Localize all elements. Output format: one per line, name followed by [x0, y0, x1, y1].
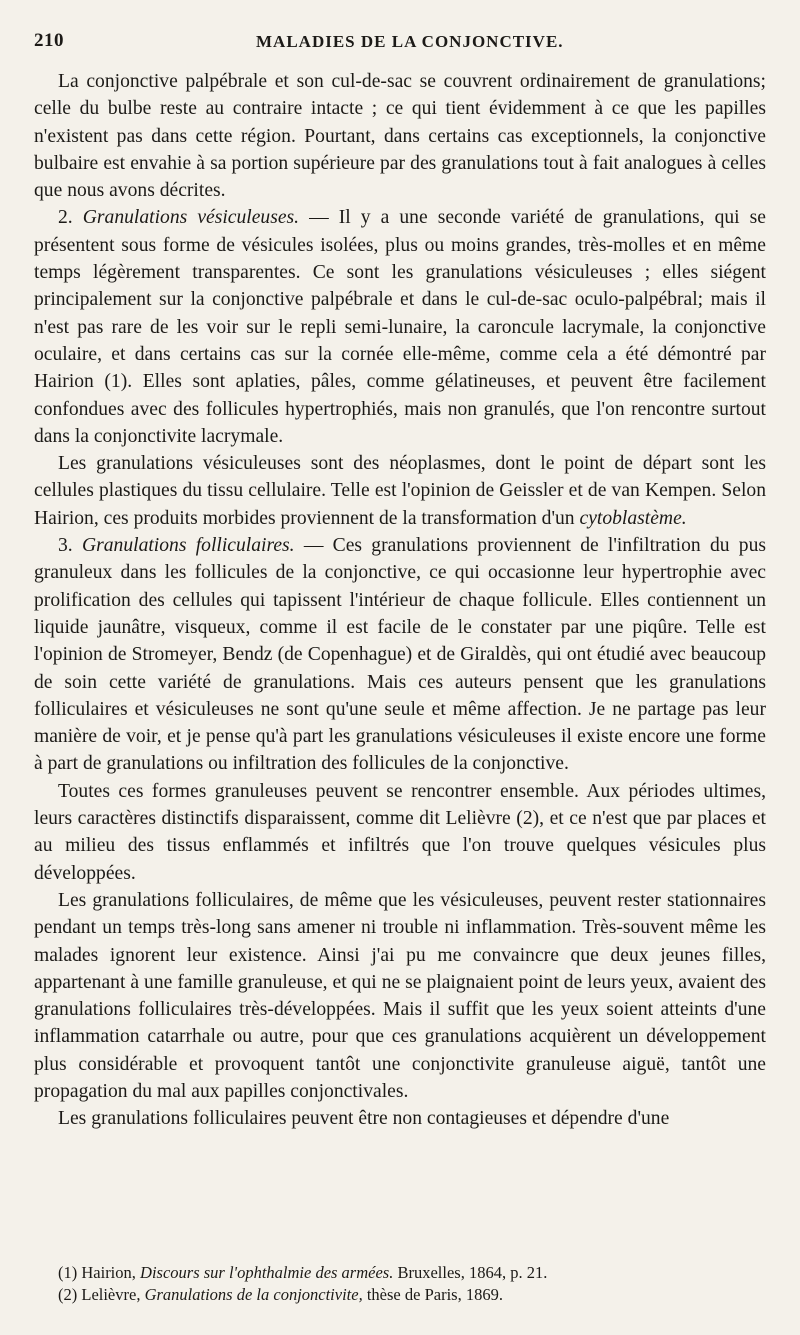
page-header [34, 30, 766, 60]
paragraph-2 [34, 204, 766, 450]
section-number-2: 2. [58, 207, 73, 229]
section-number-3: 3. [58, 535, 73, 557]
footnote-2-title: Granulations de la conjonctivite, [144, 1285, 363, 1304]
paragraph-4-text: — Ces granulations proviennent de l'infiltration du pus granuleux dans les follicules de la conjonctive, ce qui occasionne leur hypertrophie avec prolification des cellules qui tapissent l'intérieur de chaque follicule. Elles contiennent un liquide jaunâtre, visqueux, comme il est facile de le constater par une piqûre. Telle est l'opinion de Stromeyer, Bendz (de Copenhague) et de Giraldès, qui ont étudié avec beaucoup de soin cette variété de granulations. Mais ces auteurs pensent que les granulations folliculaires et vésiculeuses ne sont qu'une seule et même affection. Je ne partage pas leur manière de voir, et je pense qu'à part les granulations vésiculeuses il existe encore une forme à part de granulations ou infiltration des follicules de la conjonctive. [34, 535, 767, 775]
paragraph-5: Toutes ces formes granuleuses peuvent se rencontrer ensemble. Aux périodes ultimes, leurs caractères distinctifs disparaissent, comme dit Lelièvre (2), et ce n'est que par places et au milieu des tissus enflammés et infiltrés que l'on trouve quelques vésicules plus développées. [34, 780, 766, 884]
footnote-2 [58, 1284, 766, 1306]
footnote-1-details: Bruxelles, 1864, p. 21. [393, 1263, 548, 1282]
footnote-1-title: Discours sur l'ophthalmie des armées. [140, 1263, 394, 1282]
section-title-folliculaires: Granulations folliculaires. [81, 535, 295, 557]
footnote-1-author: (1) Hairion, [58, 1263, 141, 1282]
page-number: 210 [34, 30, 64, 51]
paragraph-3-text: Les granulations vésiculeuses sont des néoplasmes, dont le point de départ sont les cellules plastiques du tissu cellulaire. Telle est l'opinion de Geissler et de van Kempen. Selon Hairion, ces produits morbides proviennent de la transformation d'un [34, 453, 766, 529]
section-title-vesiculeuses: Granulations vésiculeuses. [82, 207, 300, 229]
paragraph-6: Les granulations folliculaires, de même que les vésiculeuses, peuvent rester stationnaires pendant un temps très-long sans amener ni trouble ni inflammation. Très-souvent même les malades ignorent leur existence. Ainsi j'ai pu me convaincre que deux jeunes filles, appartenant à une famille granuleuse, et qui ne se plaignaient point de leurs yeux, avaient des granulations folliculaires très-développées. Mais il suffit que les yeux soient atteints d'une inflammation catarrhale ou autre, pour que ces granulations acquièrent un développement plus considérable et provoquent tantôt une conjonctivite granuleuse aiguë, tantôt une propagation du mal aux papilles conjonctivales. [34, 889, 766, 1102]
footnote-2-author: (2) Lelièvre, [58, 1285, 145, 1304]
paragraph-3 [34, 450, 766, 532]
body-text [34, 68, 766, 1133]
paragraph-3-italic: cytoblastème. [579, 507, 687, 529]
paragraph-2-text: — Il y a une seconde variété de granulations, qui se présentent sous forme de vésicules isolées, plus ou moins grandes, très-molles et en même temps légèrement transparentes. Ce sont les granulations vésiculeuses ; elles siégent principalement sur la conjonctive palpébrale et dans le cul-de-sac oculo-palpébral; mais il n'est pas rare de les voir sur le repli semi-lunaire, la caroncule lacrymale, la conjonctive oculaire, et dans certains cas sur la cornée elle-même, comme cela a été démontré par Hairion (1). Elles sont aplaties, pâles, comme gélatineuses, et peuvent être facilement confondues avec des follicules hypertrophiés, mais non granulés, que l'on rencontre surtout dans la conjonctivite lacrymale. [34, 207, 767, 447]
paragraph-4 [34, 532, 766, 778]
running-title: MALADIES DE LA CONJONCTIVE. [256, 32, 564, 51]
footnote-2-details: thèse de Paris, 1869. [362, 1285, 503, 1304]
footnotes [58, 1262, 766, 1306]
paragraph-7: Les granulations folliculaires peuvent être non contagieuses et dépendre d'une [58, 1108, 670, 1130]
paragraph-1: La conjonctive palpébrale et son cul-de-sac se couvrent ordinairement de granulations; celle du bulbe reste au contraire intacte ; ce qui tient évidemment à ce que les papilles n'existent pas dans cette région. Pourtant, dans certains cas exceptionnels, la conjonctive bulbaire est envahie à sa portion supérieure par des granulations tout à fait analogues à celles que nous avons décrites. [34, 71, 766, 202]
footnote-1 [58, 1262, 766, 1284]
